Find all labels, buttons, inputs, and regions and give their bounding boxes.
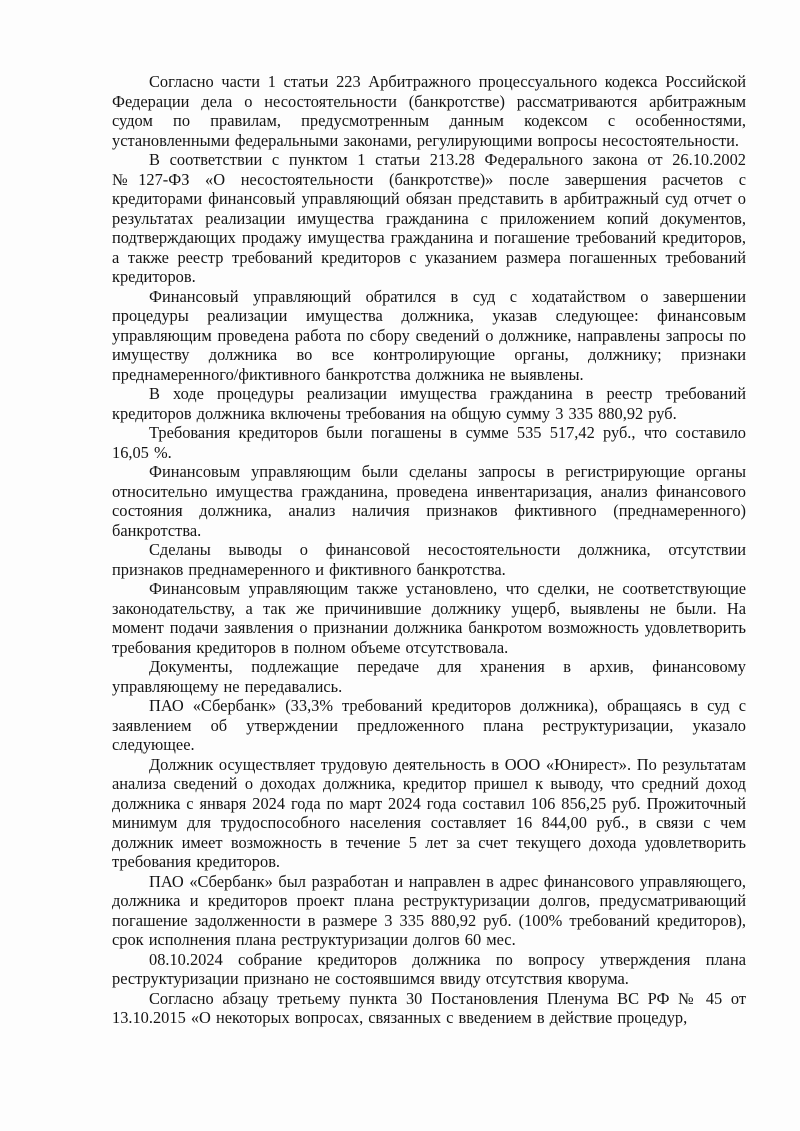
paragraph: Финансовым управляющим были сделаны запросы в регистрирующие органы относительно имущества гражданина, проведена инвентаризация, анализ финансового состояния должника, анализ наличия признаков фиктивного (преднамеренного) банкротства. <box>112 462 746 540</box>
paragraph: В соответствии с пунктом 1 статьи 213.28 Федерального закона от 26.10.2002 №127-ФЗ «О несостоятельности (банкротстве)» после завершения расчетов с кредиторами финансовый управляющий обязан представить в арбитражный суд отчет о результатах реализации имущества гражданина с приложением копий документов, подтверждающих продажу имущества гражданина и погашение требований кредиторов, а также реестр требований кредиторов с указанием размера погашенных требований кредиторов. <box>112 150 746 286</box>
paragraph: В ходе процедуры реализации имущества гражданина в реестр требований кредиторов должника включены требования на общую сумму 3 335 880,92 руб. <box>112 384 746 423</box>
paragraph: Должник осуществляет трудовую деятельность в ООО «Юнирест». По результатам анализа сведений о доходах должника, кредитор пришел к выводу, что средний доход должника с января 2024 года по март 2024 года составил 106 856,25 руб. Прожиточный минимум для трудоспособного населения составляет 16 844,00 руб., в связи с чем должник имеет возможность в течение 5 лет за счет текущего дохода удовлетворить требования кредиторов. <box>112 754 746 871</box>
paragraph: ПАО «Сбербанк» был разработан и направлен в адрес финансового управляющего, должника и кредиторов проект плана реструктуризации долгов, предусматривающий погашение задолженности в размере 3 335 880,92 руб. (100% требований кредиторов), срок исполнения плана реструктуризации долгов 60 мес. <box>112 871 746 949</box>
paragraph: 08.10.2024 собрание кредиторов должника по вопросу утверждения плана реструктуризации признано не состоявшимся ввиду отсутствия кворума. <box>112 949 746 988</box>
paragraph: Согласно части 1 статьи 223 Арбитражного процессуального кодекса Российской Федерации дела о несостоятельности (банкротстве) рассматриваются арбитражным судом по правилам, предусмотренным данным кодексом с особенностями, установленными федеральными законами, регулирующими вопросы несостоятельности. <box>112 72 746 150</box>
paragraph: Требования кредиторов были погашены в сумме 535 517,42 руб., что составило 16,05 %. <box>112 423 746 462</box>
paragraph: Документы, подлежащие передаче для хранения в архив, финансовому управляющему не передавались. <box>112 657 746 696</box>
paragraph: Согласно абзацу третьему пункта 30 Постановления Пленума ВС РФ № 45 от 13.10.2015 «О некоторых вопросах, связанных с введением в действие процедур, <box>112 988 746 1027</box>
document-text-column <box>112 72 746 1028</box>
paragraph: ПАО «Сбербанк» (33,3% требований кредиторов должника), обращаясь в суд с заявлением об утверждении предложенного плана реструктуризации, указало следующее. <box>112 696 746 754</box>
paragraph: Финансовый управляющий обратился в суд с ходатайством о завершении процедуры реализации имущества должника, указав следующее: финансовым управляющим проведена работа по сбору сведений о должнике, направлены запросы по имуществу должника во все контролирующие органы, должнику; признаки преднамеренного/фиктивного банкротства должника не выявлены. <box>112 286 746 384</box>
paragraph: Сделаны выводы о финансовой несостоятельности должника, отсутствии признаков преднамеренного и фиктивного банкротства. <box>112 540 746 579</box>
paragraph: Финансовым управляющим также установлено, что сделки, не соответствующие законодательству, а так же причинившие должнику ущерб, выявлены не были. На момент подачи заявления о признании должника банкротом возможность удовлетворить требования кредиторов в полном объеме отсутствовала. <box>112 579 746 657</box>
